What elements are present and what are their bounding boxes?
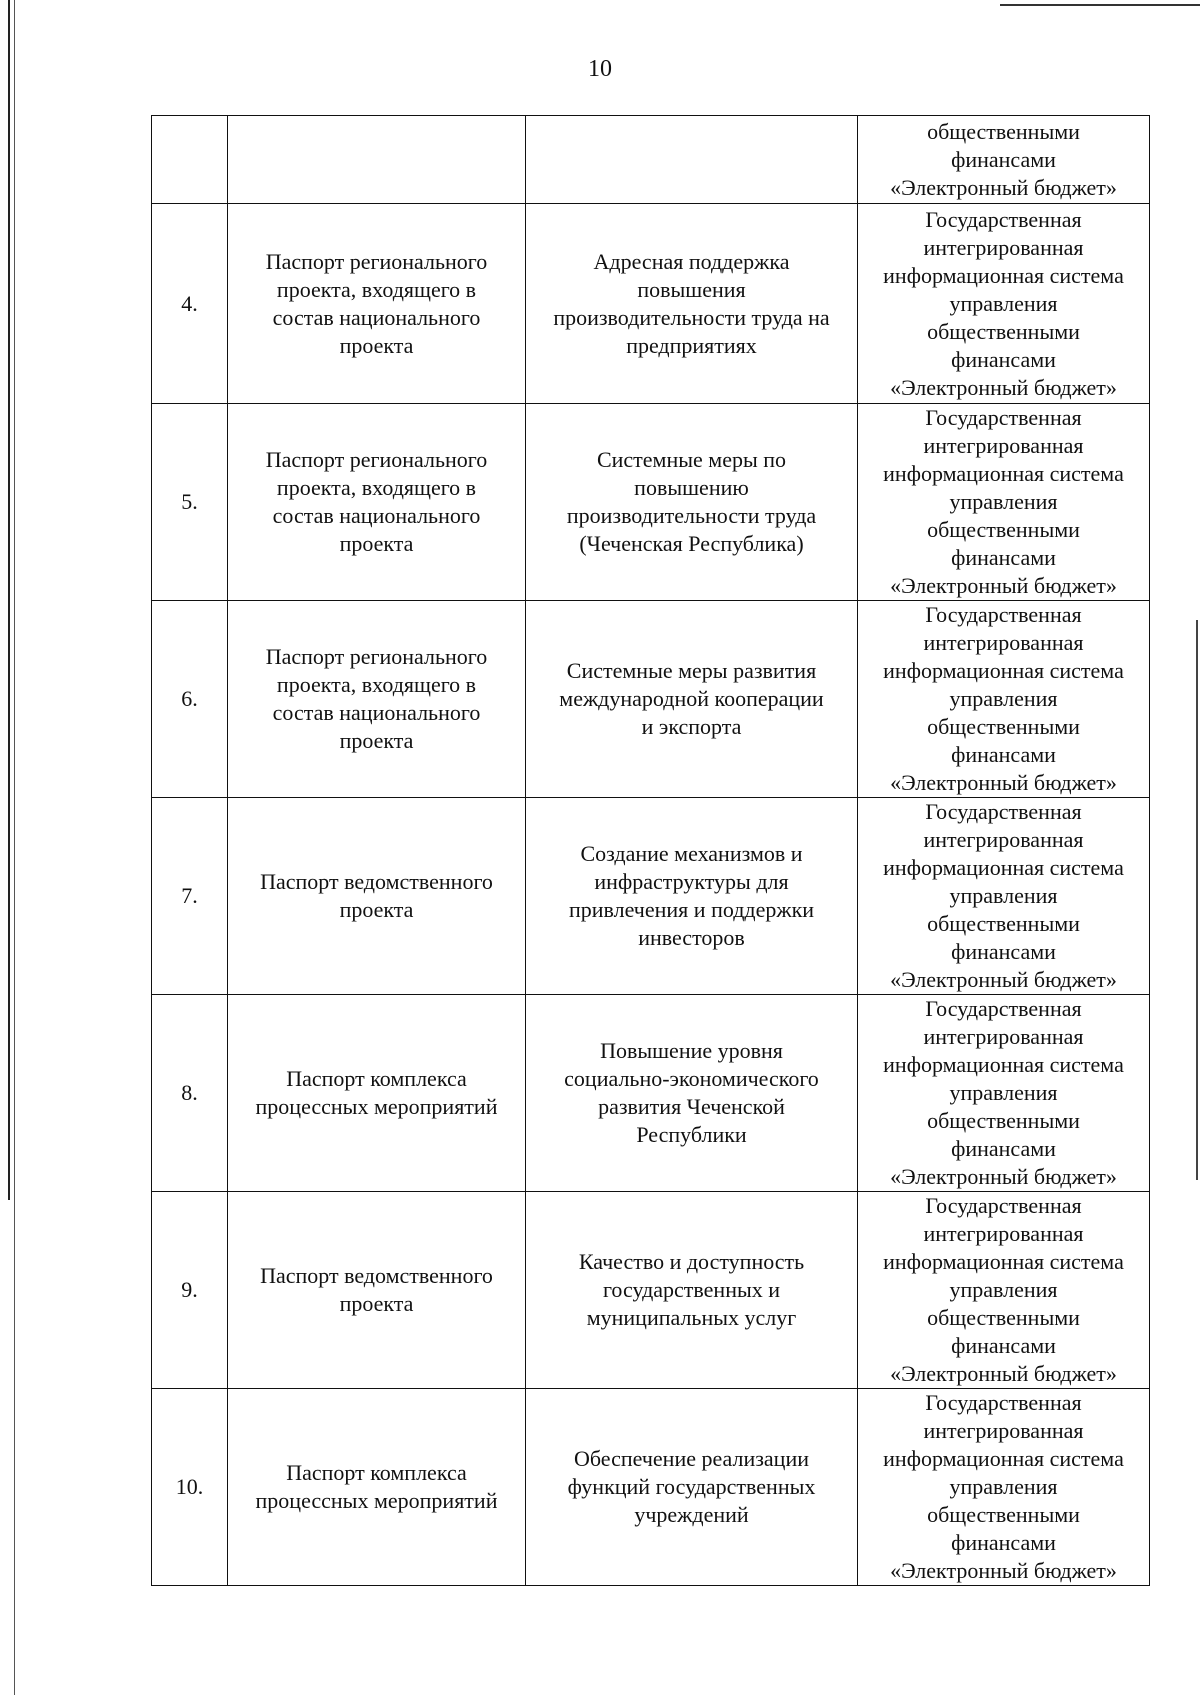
text-line: процессных мероприятий [255, 1094, 498, 1119]
text-line: состав национального [272, 700, 481, 725]
text-line: Повышение уровня [600, 1038, 783, 1063]
text-line: Республики [636, 1122, 747, 1147]
text-line: общественными [927, 118, 1080, 144]
text-line: проекта [339, 1291, 414, 1316]
text-line: информационная система [883, 1052, 1124, 1077]
text-line: финансами [951, 346, 1056, 372]
scan-edge-left-inner [14, 0, 15, 1695]
cell-num: 5. [152, 404, 228, 601]
page-number: 10 [588, 56, 612, 82]
text-line: Государственная [925, 206, 1082, 232]
text-line: проекта [339, 531, 414, 556]
text-line: информационная система [883, 855, 1124, 880]
text-line: состав национального [272, 304, 481, 330]
text-line: Создание механизмов и [580, 841, 803, 866]
text-line: управления [949, 489, 1058, 514]
cell-project-name [526, 995, 858, 1192]
text-line: проекта, входящего в [276, 672, 477, 697]
text-line: интегрированная [923, 1024, 1084, 1049]
text-line: финансами [951, 1136, 1056, 1161]
text-line: управления [949, 883, 1058, 908]
text-line: Государственная [925, 405, 1082, 430]
cell-doc-type [228, 601, 526, 798]
text-line: производительности труда [566, 503, 817, 528]
text-line: Паспорт регионального [265, 644, 488, 669]
cell-doc-type [228, 116, 526, 204]
text-line: Системные меры по [596, 447, 787, 472]
table-row [152, 1192, 1150, 1389]
cell-system [858, 798, 1150, 995]
text-line: Государственная [925, 1390, 1082, 1415]
text-line: проекта [339, 897, 414, 922]
cell-project-name [526, 601, 858, 798]
cell-num: 4. [152, 204, 228, 404]
text-line: общественными [927, 1108, 1080, 1133]
table-row [152, 995, 1150, 1192]
text-line: «Электронный бюджет» [890, 1558, 1117, 1583]
text-line: учреждений [634, 1502, 749, 1527]
text-line: информационная система [883, 461, 1124, 486]
text-line: Адресная поддержка [593, 248, 790, 274]
text-line: Паспорт комплекса [286, 1066, 467, 1091]
text-line: управления [949, 1277, 1058, 1302]
text-line: инфраструктуры для [594, 869, 789, 894]
cell-system [858, 404, 1150, 601]
text-line: финансами [951, 545, 1056, 570]
text-line: состав национального [272, 503, 481, 528]
text-line: интегрированная [923, 234, 1084, 260]
cell-system [858, 995, 1150, 1192]
text-line: Системные меры развития [566, 658, 817, 683]
cell-doc-type [228, 1389, 526, 1586]
text-line: информационная система [883, 658, 1124, 683]
text-line: управления [949, 1474, 1058, 1499]
text-line: информационная система [883, 1446, 1124, 1471]
text-line: (Чеченская Республика) [579, 531, 804, 556]
text-line: проекта, входящего в [276, 475, 477, 500]
cell-project-name [526, 798, 858, 995]
cell-doc-type [228, 798, 526, 995]
text-line: финансами [951, 1333, 1056, 1358]
text-line: общественными [927, 1305, 1080, 1330]
text-line: проекта [339, 728, 414, 753]
text-line: повышению [634, 475, 749, 500]
text-line: функций государственных [567, 1474, 816, 1499]
cell-num: 7. [152, 798, 228, 995]
cell-doc-type [228, 204, 526, 404]
cell-project-name [526, 1389, 858, 1586]
text-line: процессных мероприятий [255, 1488, 498, 1513]
scan-edge-right [1196, 620, 1198, 1180]
text-line: государственных и [602, 1277, 781, 1302]
text-line: «Электронный бюджет» [890, 573, 1117, 598]
text-line: и экспорта [641, 714, 742, 739]
table-row [152, 798, 1150, 995]
table-row [152, 1389, 1150, 1586]
text-line: Паспорт ведомственного [260, 1263, 493, 1288]
cell-project-name [526, 204, 858, 404]
text-line: Качество и доступность [578, 1249, 805, 1274]
text-line: управления [949, 686, 1058, 711]
text-line: Государственная [925, 799, 1082, 824]
text-line: проекта, входящего в [276, 276, 477, 302]
text-line: финансами [951, 742, 1056, 767]
text-line: интегрированная [923, 1418, 1084, 1443]
text-line: предприятиях [626, 332, 757, 358]
text-line: производительности труда на [553, 304, 830, 330]
scan-edge-top [1000, 4, 1200, 6]
text-line: привлечения и поддержки [568, 897, 815, 922]
scan-edge-left [8, 0, 10, 1200]
cell-num: 6. [152, 601, 228, 798]
table-row [152, 404, 1150, 601]
text-line: проекта [339, 332, 414, 358]
cell-system [858, 204, 1150, 404]
text-line: Государственная [925, 1193, 1082, 1218]
text-line: «Электронный бюджет» [890, 770, 1117, 795]
text-line: интегрированная [923, 630, 1084, 655]
cell-num: 9. [152, 1192, 228, 1389]
text-line: общественными [927, 517, 1080, 542]
text-line: интегрированная [923, 433, 1084, 458]
cell-system [858, 116, 1150, 204]
text-line: муниципальных услуг [586, 1305, 797, 1330]
text-line: Обеспечение реализации [573, 1446, 810, 1471]
text-line: Паспорт комплекса [286, 1460, 467, 1485]
table-row [152, 116, 1150, 204]
text-line: международной кооперации [559, 686, 824, 711]
text-line: «Электронный бюджет» [890, 967, 1117, 992]
text-line: общественными [927, 1502, 1080, 1527]
text-line: управления [949, 1080, 1058, 1105]
text-line: «Электронный бюджет» [890, 374, 1117, 400]
cell-doc-type [228, 404, 526, 601]
text-line: финансами [951, 939, 1056, 964]
cell-project-name [526, 116, 858, 204]
text-line: развития Чеченской [598, 1094, 785, 1119]
text-line: Паспорт регионального [265, 447, 488, 472]
text-line: «Электронный бюджет» [890, 1164, 1117, 1189]
text-line: Государственная [925, 996, 1082, 1021]
text-line: «Электронный бюджет» [890, 1361, 1117, 1386]
text-line: инвесторов [638, 925, 745, 950]
text-line: информационная система [883, 1249, 1124, 1274]
cell-project-name [526, 1192, 858, 1389]
table-row [152, 204, 1150, 404]
text-line: информационная система [883, 262, 1124, 288]
text-line: интегрированная [923, 1221, 1084, 1246]
cell-system [858, 1192, 1150, 1389]
text-line: общественными [927, 714, 1080, 739]
cell-system [858, 601, 1150, 798]
text-line: финансами [951, 1530, 1056, 1555]
text-line: Паспорт ведомственного [260, 869, 493, 894]
cell-system [858, 1389, 1150, 1586]
cell-num: 10. [152, 1389, 228, 1586]
text-line: интегрированная [923, 827, 1084, 852]
table-row [152, 601, 1150, 798]
text-line: Государственная [925, 602, 1082, 627]
cell-project-name [526, 404, 858, 601]
documents-table [151, 115, 1150, 1586]
text-line: финансами [951, 146, 1056, 172]
cell-num [152, 116, 228, 204]
text-line: Паспорт регионального [265, 248, 488, 274]
text-line: управления [949, 290, 1058, 316]
cell-doc-type [228, 1192, 526, 1389]
cell-num: 8. [152, 995, 228, 1192]
text-line: общественными [927, 911, 1080, 936]
cell-doc-type [228, 995, 526, 1192]
text-line: «Электронный бюджет» [890, 174, 1117, 200]
text-line: общественными [927, 318, 1080, 344]
text-line: повышения [637, 276, 746, 302]
text-line: социально-экономического [564, 1066, 819, 1091]
